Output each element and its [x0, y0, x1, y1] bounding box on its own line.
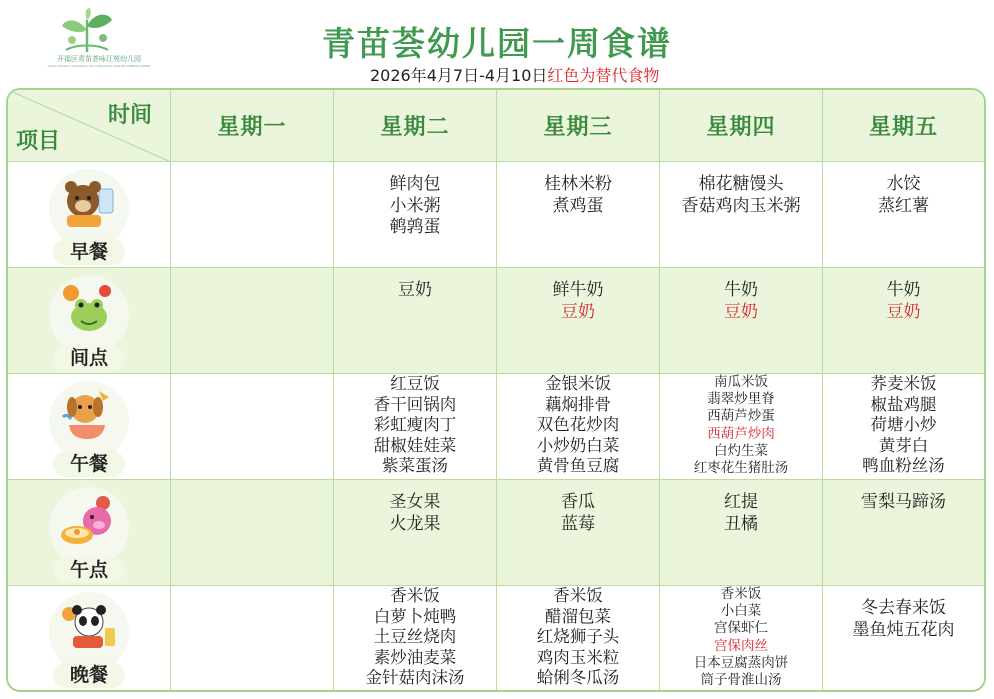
day-header-thu: 星期四: [660, 90, 823, 162]
subtitle: [370, 63, 659, 86]
menu-cell-tue: [334, 480, 497, 586]
dish-item: 蛤俐冬瓜汤: [536, 668, 620, 687]
dish-list: [823, 586, 984, 641]
dish-item: 丑橘: [724, 513, 758, 534]
dish-item: 红枣花生猪肚汤: [693, 460, 789, 477]
menu-cell-thu: [660, 268, 823, 374]
menu-cell-tue: [334, 162, 497, 268]
dish-list: [497, 268, 659, 323]
dish-list: [497, 374, 659, 477]
dish-item: 棉花糖馒头: [698, 174, 784, 194]
dish-item: 水饺: [886, 174, 921, 194]
meal-badge: [41, 379, 137, 475]
dish-item: 土豆丝烧肉: [373, 627, 457, 646]
menu-cell-mon: [171, 268, 334, 374]
menu-cell-thu: [660, 480, 823, 586]
meal-badge: [41, 485, 137, 581]
dish-item: 红烧狮子头: [536, 627, 620, 646]
dish-list: [660, 480, 822, 535]
dish-item: 甜椒娃娃菜: [373, 435, 457, 455]
dish-item: 双色花炒肉: [536, 415, 620, 434]
menu-cell-thu: [660, 586, 823, 690]
dish-list: [171, 374, 333, 386]
dish-item: 蓝莓: [561, 513, 595, 534]
dish-item: 西葫芦炒蛋: [707, 408, 775, 425]
menu-cell-fri: [823, 162, 984, 268]
dish-item: 藕焖排骨: [545, 394, 611, 414]
substitute-dish: 豆奶: [724, 301, 758, 322]
dish-item: 筒子骨淮山汤: [700, 672, 782, 689]
meal-label: 午点: [53, 557, 125, 583]
dish-item: 雪梨马蹄汤: [861, 492, 946, 512]
menu-cell-thu: [660, 374, 823, 480]
menu-cell-wed: [497, 374, 660, 480]
corner-header: [8, 90, 171, 162]
dish-item: 黄骨鱼豆腐: [536, 456, 620, 475]
meal-badge: [41, 167, 137, 263]
menu-cell-fri: [823, 374, 984, 480]
dish-item: 椒盐鸡腿: [870, 394, 937, 414]
dish-list: [334, 586, 496, 689]
dish-list: [823, 374, 984, 477]
dish-list: [497, 162, 659, 217]
dish-item: 圣女果: [389, 492, 441, 512]
menu-cell-wed: [497, 480, 660, 586]
dish-item: 白萝卜炖鸭: [373, 606, 457, 626]
substitute-note: 红色为替代食物: [547, 66, 660, 85]
page-title: 青苗荟幼儿园一周食谱: [322, 24, 672, 63]
dish-list: [334, 162, 496, 239]
dog-with-bowl-icon: [59, 387, 119, 447]
dish-item: 桂林米粉: [544, 174, 612, 194]
dish-item: 日本豆腐蒸肉饼: [693, 654, 789, 671]
dish-item: 荷塘小炒: [870, 415, 937, 434]
dish-list: [171, 268, 333, 280]
dish-item: 紫菜蛋汤: [382, 456, 448, 475]
dish-item: 鲜肉包: [389, 174, 441, 194]
dish-item: 香米饭: [390, 586, 440, 605]
meal-header-5: [8, 586, 171, 690]
dish-list: [823, 480, 984, 514]
menu-grid: [8, 90, 984, 690]
dish-item: 黄芽白: [878, 435, 929, 455]
corner-time-label: 时间: [107, 103, 152, 128]
menu-cell-tue: [334, 268, 497, 374]
meal-header-1: [8, 162, 171, 268]
meal-header-2: [8, 268, 171, 374]
dish-list: [660, 162, 822, 217]
meal-label: 午餐: [53, 451, 125, 477]
menu-cell-wed: [497, 268, 660, 374]
dish-item: 香米饭: [553, 586, 603, 605]
dish-item: 牛奶: [724, 280, 758, 300]
dish-item: 香菇鸡肉玉米粥: [681, 195, 801, 216]
menu-cell-mon: [171, 586, 334, 690]
menu-cell-thu: [660, 162, 823, 268]
dish-item: 鸡肉玉米粒: [536, 647, 620, 667]
substitute-dish: 豆奶: [561, 301, 595, 322]
dish-list: [823, 268, 984, 323]
dish-item: 红提: [724, 492, 758, 512]
dish-item: 翡翠炒里脊: [707, 391, 775, 408]
menu-cell-mon: [171, 162, 334, 268]
dish-item: 冬去春来饭: [861, 598, 946, 618]
menu-cell-tue: [334, 586, 497, 690]
date-range: 2026年4月7日-4月10日: [370, 66, 548, 85]
dish-list: [334, 268, 496, 302]
meal-label: 间点: [53, 345, 125, 371]
substitute-dish: 西葫芦炒肉: [707, 425, 775, 442]
dish-item: 墨鱼炖五花肉: [852, 619, 955, 640]
dish-list: [660, 374, 822, 477]
dish-list: [334, 374, 496, 477]
corner-item-label: 项目: [16, 129, 61, 154]
substitute-dish: 豆奶: [886, 301, 921, 322]
pig-with-noodles-icon: [59, 493, 119, 553]
dish-item: 小白菜: [720, 603, 762, 620]
dish-item: 宫保虾仁: [714, 620, 768, 637]
dish-item: 牛奶: [886, 280, 921, 300]
dish-item: 鹌鹑蛋: [389, 217, 441, 237]
menu-cell-mon: [171, 480, 334, 586]
bear-with-milk-icon: [59, 175, 119, 235]
dish-list: [823, 162, 984, 217]
dish-item: 蒸红薯: [878, 195, 929, 216]
dish-list: [171, 586, 333, 598]
dish-item: 鲜牛奶: [552, 280, 604, 300]
dish-item: 荞麦米饭: [870, 374, 937, 393]
day-header-tue: 星期二: [334, 90, 497, 162]
dish-item: 小米粥: [389, 195, 441, 216]
menu-cell-fri: [823, 268, 984, 374]
dish-item: 小炒奶白菜: [536, 435, 620, 455]
frog-with-fruit-icon: [59, 281, 119, 341]
dish-item: 金针菇肉沫汤: [365, 668, 465, 687]
dish-item: 香米饭: [720, 586, 762, 602]
dish-item: 白灼生菜: [714, 442, 768, 459]
dish-item: 金银米饭: [545, 374, 611, 393]
dish-item: 香瓜: [561, 492, 595, 512]
dish-list: [171, 162, 333, 174]
menu-cell-wed: [497, 586, 660, 690]
dish-item: 红豆饭: [390, 374, 440, 393]
day-header-mon: 星期一: [171, 90, 334, 162]
meal-label: 晚餐: [53, 662, 125, 688]
dish-list: [660, 586, 822, 689]
meal-header-3: [8, 374, 171, 480]
dish-list: [497, 586, 659, 689]
weekly-menu-table: [6, 88, 986, 692]
menu-cell-mon: [171, 374, 334, 480]
dish-item: 素炒油麦菜: [373, 647, 457, 667]
meal-badge: [41, 590, 137, 686]
dish-item: 南瓜米饭: [714, 374, 768, 390]
dish-list: [497, 480, 659, 535]
meal-header-4: [8, 480, 171, 586]
dish-item: 火龙果: [389, 513, 441, 534]
day-header-fri: 星期五: [823, 90, 984, 162]
dish-list: [660, 268, 822, 323]
dish-list: [171, 480, 333, 492]
menu-cell-wed: [497, 162, 660, 268]
dish-item: 煮鸡蛋: [552, 195, 604, 216]
menu-cell-fri: [823, 586, 984, 690]
dish-item: 彩虹瘦肉丁: [373, 415, 457, 434]
dish-item: 醋溜包菜: [545, 606, 611, 626]
dish-item: 鸭血粉丝汤: [862, 456, 945, 475]
menu-cell-tue: [334, 374, 497, 480]
dish-item: 豆奶: [398, 280, 432, 300]
substitute-dish: 宫保肉丝: [714, 637, 768, 654]
dish-item: 香干回锅肉: [373, 394, 457, 414]
meal-badge: [41, 273, 137, 369]
logo-subtext: KAIFU DISTRICT QINGMIAO HUI YONGJIANG GARDEN KINDERGARTEN: [47, 64, 151, 68]
logo-text: 开福区青苗荟咏江苑幼儿园: [57, 55, 141, 63]
meal-label: 早餐: [53, 239, 125, 265]
dish-list: [334, 480, 496, 535]
panda-with-food-icon: [59, 598, 119, 658]
day-header-wed: 星期三: [497, 90, 660, 162]
menu-cell-fri: [823, 480, 984, 586]
